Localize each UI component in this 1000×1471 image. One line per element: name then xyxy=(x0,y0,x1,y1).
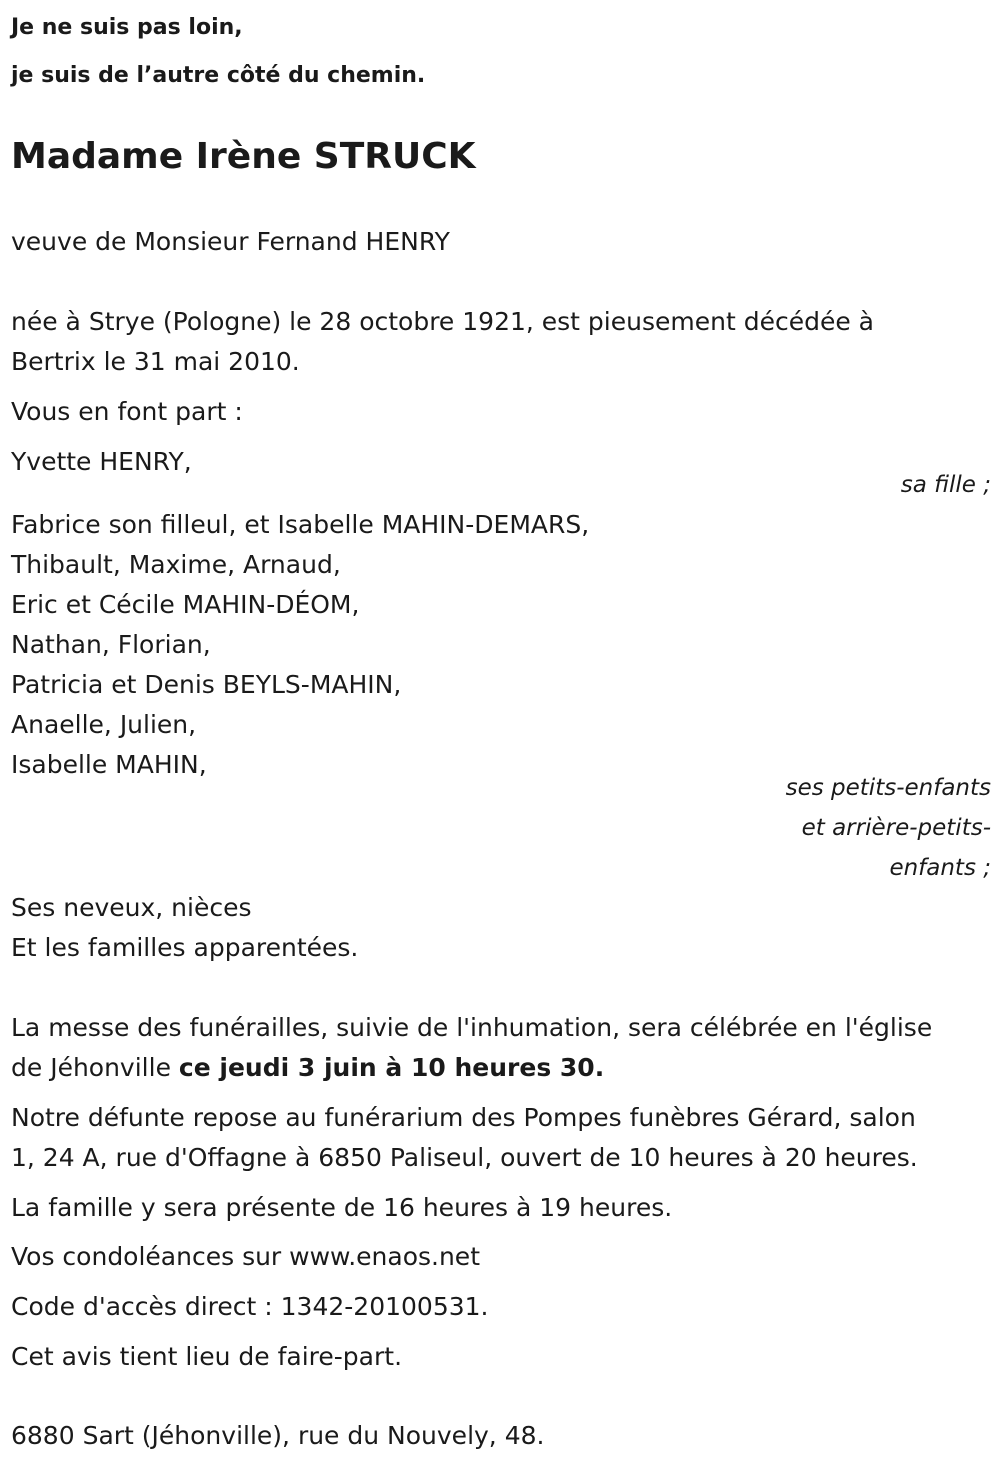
address: 6880 Sart (Jéhonville), rue du Nouvely, 48. xyxy=(11,1421,545,1450)
grandchildren-line: Anaelle, Julien, xyxy=(11,710,197,739)
condolences: Vos condoléances sur www.enaos.net xyxy=(11,1242,480,1271)
birth-death-line-1: née à Strye (Pologne) le 28 octobre 1921, est pieusement décédée à xyxy=(11,307,874,336)
widow-of: veuve de Monsieur Fernand HENRY xyxy=(11,227,450,256)
access-code: Code d'accès direct : 1342-20100531. xyxy=(11,1292,489,1321)
grandchildren-line: Eric et Cécile MAHIN-DÉOM, xyxy=(11,590,360,619)
repose-line-1: Notre défunte repose au funérarium des Pompes funèbres Gérard, salon xyxy=(11,1103,916,1132)
funeral-location: de Jéhonville xyxy=(11,1053,179,1082)
notice: Cet avis tient lieu de faire-part. xyxy=(11,1342,403,1371)
funeral-line-1: La messe des funérailles, suivie de l'inhumation, sera célébrée en l'église xyxy=(11,1013,933,1042)
relatives-line-1: Ses neveux, nièces xyxy=(11,893,252,922)
family-presence: La famille y sera présente de 16 heures à 19 heures. xyxy=(11,1193,673,1222)
grandchildren-line: Thibault, Maxime, Arnaud, xyxy=(11,550,341,579)
funeral-line-2 xyxy=(11,1048,604,1088)
funeral-datetime: ce jeudi 3 juin à 10 heures 30. xyxy=(178,1053,605,1082)
epigraph-line-1: Je ne suis pas loin, xyxy=(11,15,243,40)
announce-intro: Vous en font part : xyxy=(11,397,243,426)
grandchildren-line: Patricia et Denis BEYLS-MAHIN, xyxy=(11,670,402,699)
grandchildren-line: Nathan, Florian, xyxy=(11,630,211,659)
daughter-name: Yvette HENRY, xyxy=(11,447,192,476)
epigraph-line-2: je suis de l’autre côté du chemin. xyxy=(11,63,426,88)
repose-line-2: 1, 24 A, rue d'Offagne à 6850 Paliseul, ouvert de 10 heures à 20 heures. xyxy=(11,1143,918,1172)
grandchildren-relation: ses petits-enfants xyxy=(785,775,991,801)
grandchildren-relation: enfants ; xyxy=(889,855,991,881)
birth-death-line-2: Bertrix le 31 mai 2010. xyxy=(11,347,300,376)
relatives-line-2: Et les familles apparentées. xyxy=(11,933,359,962)
daughter-relation: sa fille ; xyxy=(900,472,991,498)
deceased-name: Madame Irène STRUCK xyxy=(11,136,476,177)
grandchildren-line: Isabelle MAHIN, xyxy=(11,750,207,779)
grandchildren-line: Fabrice son filleul, et Isabelle MAHIN-DEMARS, xyxy=(11,510,590,539)
grandchildren-relation: et arrière-petits- xyxy=(801,815,991,841)
